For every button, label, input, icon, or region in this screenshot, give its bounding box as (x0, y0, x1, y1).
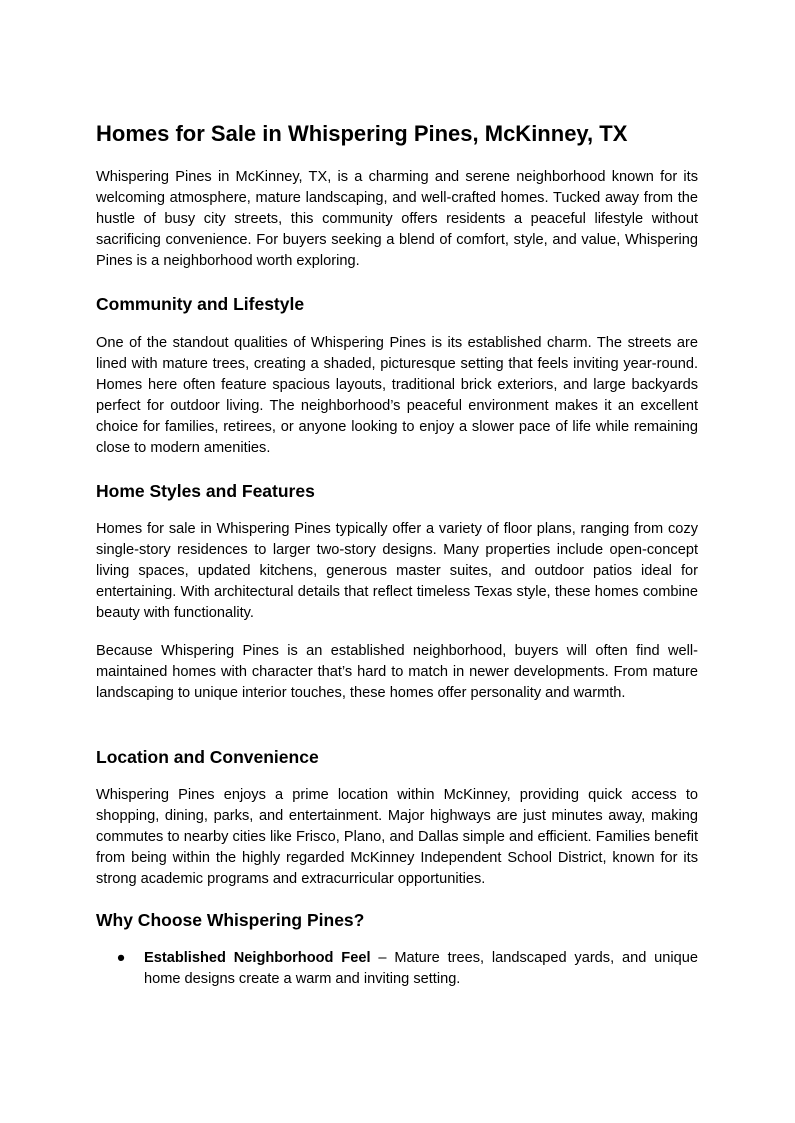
list-item (96, 948, 698, 990)
location-paragraph: Whispering Pines enjoys a prime location within McKinney, providing quick access to shopping, dining, parks, and entertainment. Major highways are just minutes away, making commutes to nearby cities like Frisco, Plano, and Dallas simple and efficient. Families benefit from being within the highly regarded McKinney Independent School District, known for its strong academic programs and extracurricular opportunities. (96, 787, 698, 887)
section-heading-location: Location and Convenience (96, 747, 319, 767)
section-heading-home-styles: Home Styles and Features (96, 481, 315, 501)
why-choose-list (96, 948, 698, 990)
list-item-title: Established Neighborhood Feel (144, 950, 371, 966)
list-item-text: – Mature trees, landscaped yards, and unique home designs create a warm and inviting setting. (144, 950, 699, 987)
home-styles-paragraph-1: Homes for sale in Whispering Pines typically offer a variety of floor plans, ranging from cozy single-story residences to larger two-story designs. Many properties include open-concept living spaces, updated kitchens, generous master suites, and outdoor patios ideal for entertaining. With architectural details that reflect timeless Texas style, these homes combine beauty with functionality. (96, 521, 698, 621)
page-title: Homes for Sale in Whispering Pines, McKinney, TX (96, 121, 628, 146)
community-paragraph: One of the standout qualities of Whispering Pines is its established charm. The streets are lined with mature trees, creating a shaded, picturesque setting that feels inviting year-round. Homes here often feature spacious layouts, traditional brick exteriors, and large backyards perfect for outdoor living. The neighborhood’s peaceful environment makes it an excellent choice for families, retirees, or anyone looking to enjoy a slower pace of life while remaining close to modern amenities. (96, 335, 698, 456)
home-styles-paragraph-2: Because Whispering Pines is an established neighborhood, buyers will often find well-maintained homes with character that’s hard to match in newer developments. From mature landscaping to unique interior touches, these homes offer personality and warmth. (96, 643, 698, 701)
section-heading-why-choose: Why Choose Whispering Pines? (96, 910, 365, 930)
bullet-icon: ● (116, 950, 126, 966)
section-heading-community: Community and Lifestyle (96, 294, 305, 314)
intro-paragraph: Whispering Pines in McKinney, TX, is a charming and serene neighborhood known for its welcoming atmosphere, mature landscaping, and well-crafted homes. Tucked away from the hustle of busy city streets, this community offers residents a peaceful lifestyle without sacrificing convenience. For buyers seeking a blend of comfort, style, and value, Whispering Pines is a neighborhood worth exploring. (96, 169, 698, 269)
